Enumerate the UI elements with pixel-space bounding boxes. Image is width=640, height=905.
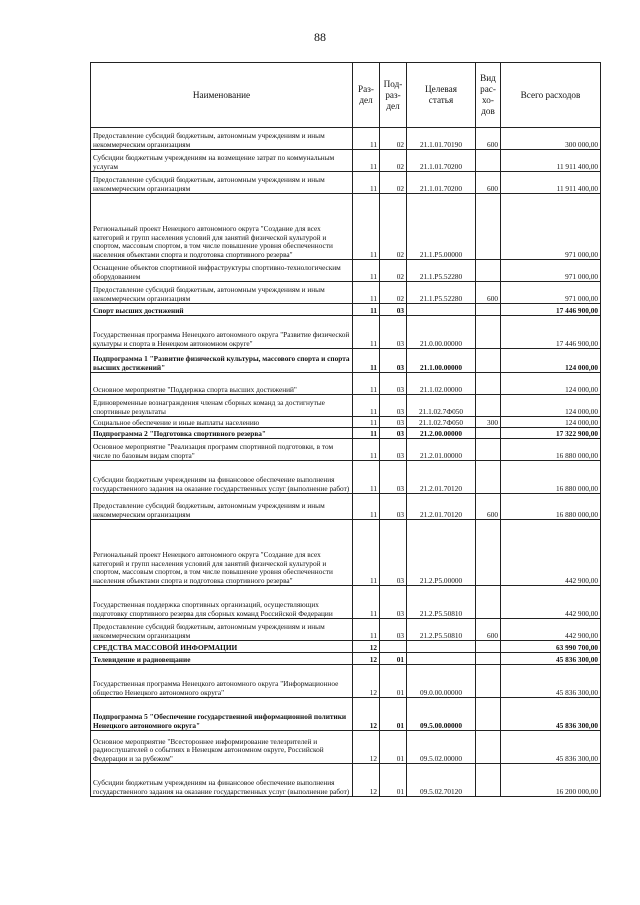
cell-target: 21.2.01.70120: [407, 461, 476, 494]
cell-total: 442 900,00: [501, 619, 601, 641]
cell-name: Государственная программа Ненецкого автономного округа "Развитие физической культуры и спорта в Ненецком автономном округе": [91, 316, 353, 349]
table-row: [91, 641, 601, 653]
cell-total: 45 836 300,00: [501, 698, 601, 731]
cell-total: 124 000,00: [501, 417, 601, 428]
cell-name: Государственная поддержка спортивных организаций, осуществляющих подготовку спортивного резерва для сборных команд Российской Федерации: [91, 586, 353, 619]
cell-name: Телевидение и радиовещание: [91, 653, 353, 665]
cell-total: 971 000,00: [501, 260, 601, 282]
cell-podrazdel: 03: [380, 586, 407, 619]
cell-podrazdel: 01: [380, 698, 407, 731]
cell-name: Подпрограмма 1 "Развитие физической культуры, массового спорта и спорта высших достижений": [91, 349, 353, 373]
table-row: [91, 461, 601, 494]
cell-target: 21.1.02.7Ф050: [407, 417, 476, 428]
cell-razdel: 11: [353, 439, 380, 461]
cell-razdel: 12: [353, 764, 380, 797]
cell-name: Основное мероприятие "Всестороннее информирование телезрителей и радиослушателей о событиях в Ненецком автономном округе, Российской Федерации и за рубежом": [91, 731, 353, 764]
cell-podrazdel: 03: [380, 316, 407, 349]
cell-podrazdel: 02: [380, 128, 407, 150]
table-row: [91, 316, 601, 349]
header-total: Всего расходов: [501, 63, 601, 128]
page-number: 88: [314, 30, 326, 44]
cell-name: Государственная программа Ненецкого автономного округа "Информационное общество Ненецкого автономного округа": [91, 665, 353, 698]
cell-vid: [476, 764, 501, 797]
cell-razdel: 11: [353, 349, 380, 373]
cell-target: 21.2.P5.50810: [407, 619, 476, 641]
cell-vid: 600: [476, 128, 501, 150]
table-row: [91, 698, 601, 731]
cell-target: 21.2.00.00000: [407, 428, 476, 439]
cell-razdel: 12: [353, 731, 380, 764]
cell-podrazdel: 02: [380, 260, 407, 282]
cell-razdel: 11: [353, 316, 380, 349]
cell-target: 21.1.01.70200: [407, 172, 476, 194]
cell-total: 442 900,00: [501, 586, 601, 619]
table-row: [91, 172, 601, 194]
cell-vid: 600: [476, 494, 501, 520]
cell-razdel: 11: [353, 260, 380, 282]
cell-target: 09.5.00.00000: [407, 698, 476, 731]
cell-name: Подпрограмма 5 "Обеспечение государственной информационной политики Ненецкого автономного округа": [91, 698, 353, 731]
cell-razdel: 11: [353, 373, 380, 395]
table-row: [91, 373, 601, 395]
cell-vid: [476, 731, 501, 764]
table-row: [91, 439, 601, 461]
cell-vid: [476, 316, 501, 349]
cell-razdel: 12: [353, 641, 380, 653]
table-row: [91, 194, 601, 260]
cell-podrazdel: 02: [380, 172, 407, 194]
cell-razdel: 11: [353, 194, 380, 260]
cell-podrazdel: 03: [380, 439, 407, 461]
cell-name: Единовременные вознаграждения членам сборных команд за достигнутые спортивные результаты: [91, 395, 353, 417]
cell-total: 16 880 000,00: [501, 494, 601, 520]
cell-vid: [476, 304, 501, 316]
table-row: [91, 304, 601, 316]
cell-podrazdel: 03: [380, 461, 407, 494]
cell-target: 21.1.02.7Ф050: [407, 395, 476, 417]
cell-target: 09.5.02.00000: [407, 731, 476, 764]
cell-total: 16 880 000,00: [501, 439, 601, 461]
cell-podrazdel: 02: [380, 282, 407, 304]
cell-podrazdel: 03: [380, 494, 407, 520]
cell-total: 442 900,00: [501, 520, 601, 586]
table-row: [91, 128, 601, 150]
table-row: [91, 520, 601, 586]
cell-podrazdel: 02: [380, 194, 407, 260]
cell-podrazdel: 03: [380, 349, 407, 373]
cell-razdel: 11: [353, 395, 380, 417]
cell-total: 300 000,00: [501, 128, 601, 150]
cell-vid: [476, 428, 501, 439]
cell-podrazdel: 01: [380, 665, 407, 698]
cell-name: Основное мероприятие "Реализация программ спортивной подготовки, в том числе по базовым видам спорта": [91, 439, 353, 461]
cell-podrazdel: 03: [380, 520, 407, 586]
table-row: [91, 150, 601, 172]
cell-razdel: 11: [353, 172, 380, 194]
cell-razdel: 11: [353, 428, 380, 439]
cell-podrazdel: 01: [380, 764, 407, 797]
cell-total: 45 836 300,00: [501, 653, 601, 665]
cell-vid: [476, 349, 501, 373]
table-row: [91, 417, 601, 428]
cell-vid: [476, 641, 501, 653]
cell-name: Предоставление субсидий бюджетным, автономным учреждениям и иным некоммерческим организациям: [91, 128, 353, 150]
cell-target: 21.1.01.70190: [407, 128, 476, 150]
table-row: [91, 665, 601, 698]
cell-name: Субсидии бюджетным учреждениям на финансовое обеспечение выполнения государственного задания на оказание государственных услуг (выполнение работ): [91, 764, 353, 797]
cell-razdel: 11: [353, 520, 380, 586]
cell-target: 21.1.01.70200: [407, 150, 476, 172]
cell-vid: [476, 194, 501, 260]
cell-name: Подпрограмма 2 "Подготовка спортивного резерва": [91, 428, 353, 439]
cell-vid: [476, 586, 501, 619]
cell-vid: 300: [476, 417, 501, 428]
header-razdel: Раз- дел: [353, 63, 380, 128]
cell-razdel: 11: [353, 128, 380, 150]
cell-vid: 600: [476, 172, 501, 194]
cell-total: 124 000,00: [501, 395, 601, 417]
cell-total: 45 836 300,00: [501, 665, 601, 698]
cell-total: 17 446 900,00: [501, 304, 601, 316]
cell-name: СРЕДСТВА МАССОВОЙ ИНФОРМАЦИИ: [91, 641, 353, 653]
table-row: [91, 586, 601, 619]
cell-total: 11 911 400,00: [501, 172, 601, 194]
cell-target: [407, 304, 476, 316]
cell-total: 16 200 000,00: [501, 764, 601, 797]
cell-target: 21.0.00.00000: [407, 316, 476, 349]
cell-target: 21.1.P5.52280: [407, 282, 476, 304]
cell-razdel: 12: [353, 698, 380, 731]
cell-target: 21.2.P5.00000: [407, 520, 476, 586]
cell-target: 21.1.P5.52280: [407, 260, 476, 282]
cell-vid: [476, 653, 501, 665]
cell-total: 17 446 900,00: [501, 316, 601, 349]
table-row: [91, 494, 601, 520]
cell-vid: [476, 665, 501, 698]
cell-razdel: 11: [353, 282, 380, 304]
table-row: [91, 764, 601, 797]
cell-vid: 600: [476, 282, 501, 304]
cell-name: Оснащение объектов спортивной инфраструктуры спортивно-технологическим оборудованием: [91, 260, 353, 282]
cell-name: Предоставление субсидий бюджетным, автономным учреждениям и иным некоммерческим организациям: [91, 494, 353, 520]
cell-name: Региональный проект Ненецкого автономного округа "Создание для всех категорий и групп населения условий для занятий физической культурой и спортом, массовым спортом, в том числе повышение уровня обеспеченности населения объектами спорта и подготовка спортивного резерва": [91, 194, 353, 260]
cell-vid: [476, 150, 501, 172]
cell-target: 21.2.01.00000: [407, 439, 476, 461]
table-row: [91, 653, 601, 665]
cell-podrazdel: 03: [380, 417, 407, 428]
cell-target: 21.2.P5.50810: [407, 586, 476, 619]
cell-razdel: 11: [353, 150, 380, 172]
cell-total: 124 000,00: [501, 373, 601, 395]
cell-total: 11 911 400,00: [501, 150, 601, 172]
cell-target: 21.1.02.00000: [407, 373, 476, 395]
cell-vid: [476, 461, 501, 494]
cell-razdel: 11: [353, 494, 380, 520]
table-row: [91, 282, 601, 304]
cell-name: Субсидии бюджетным учреждениям на возмещение затрат по коммунальным услугам: [91, 150, 353, 172]
cell-vid: 600: [476, 619, 501, 641]
cell-vid: [476, 698, 501, 731]
cell-podrazdel: 01: [380, 653, 407, 665]
table-body: [91, 128, 601, 797]
cell-razdel: 11: [353, 417, 380, 428]
cell-name: Социальное обеспечение и иные выплаты населению: [91, 417, 353, 428]
cell-name: Субсидии бюджетным учреждениям на финансовое обеспечение выполнения государственного задания на оказание государственных услуг (выполнение работ): [91, 461, 353, 494]
cell-target: [407, 641, 476, 653]
cell-podrazdel: [380, 641, 407, 653]
header-podrazdel: Под- раз- дел: [380, 63, 407, 128]
table-row: [91, 619, 601, 641]
cell-name: Основное мероприятие "Поддержка спорта высших достижений": [91, 373, 353, 395]
header-name: Наименование: [91, 63, 353, 128]
cell-total: 124 000,00: [501, 349, 601, 373]
cell-total: 16 880 000,00: [501, 461, 601, 494]
cell-target: [407, 653, 476, 665]
cell-name: Региональный проект Ненецкого автономного округа "Создание для всех категорий и групп населения условий для занятий физической культурой и спортом, массовым спортом, в том числе повышение уровня обеспеченности населения объектами спорта и подготовка спортивного резерва": [91, 520, 353, 586]
cell-target: 21.1.00.00000: [407, 349, 476, 373]
table-row: [91, 349, 601, 373]
cell-vid: [476, 520, 501, 586]
header-vid: Вид рас- хо- дов: [476, 63, 501, 128]
cell-razdel: 11: [353, 461, 380, 494]
cell-target: 09.0.00.00000: [407, 665, 476, 698]
cell-podrazdel: 03: [380, 373, 407, 395]
cell-total: 63 990 700,00: [501, 641, 601, 653]
table-row: [91, 260, 601, 282]
cell-name: Предоставление субсидий бюджетным, автономным учреждениям и иным некоммерческим организациям: [91, 282, 353, 304]
cell-total: 971 000,00: [501, 194, 601, 260]
table-header-row: [91, 63, 601, 128]
cell-total: 45 836 300,00: [501, 731, 601, 764]
cell-vid: [476, 260, 501, 282]
cell-podrazdel: 01: [380, 731, 407, 764]
cell-name: Предоставление субсидий бюджетным, автономным учреждениям и иным некоммерческим организациям: [91, 619, 353, 641]
cell-razdel: 12: [353, 653, 380, 665]
cell-target: 21.1.P5.00000: [407, 194, 476, 260]
table-row: [91, 731, 601, 764]
cell-target: 09.5.02.70120: [407, 764, 476, 797]
cell-total: 971 000,00: [501, 282, 601, 304]
cell-vid: [476, 373, 501, 395]
cell-razdel: 11: [353, 619, 380, 641]
table-row: [91, 395, 601, 417]
cell-vid: [476, 439, 501, 461]
cell-name: Предоставление субсидий бюджетным, автономным учреждениям и иным некоммерческим организациям: [91, 172, 353, 194]
header-target: Целевая статья: [407, 63, 476, 128]
cell-podrazdel: 03: [380, 304, 407, 316]
cell-podrazdel: 03: [380, 428, 407, 439]
cell-vid: [476, 395, 501, 417]
cell-razdel: 11: [353, 304, 380, 316]
table-row: [91, 428, 601, 439]
cell-total: 17 322 900,00: [501, 428, 601, 439]
cell-target: 21.2.01.70120: [407, 494, 476, 520]
cell-podrazdel: 02: [380, 150, 407, 172]
cell-name: Спорт высших достижений: [91, 304, 353, 316]
cell-razdel: 12: [353, 665, 380, 698]
budget-table: [90, 62, 601, 797]
cell-razdel: 11: [353, 586, 380, 619]
cell-podrazdel: 03: [380, 619, 407, 641]
cell-podrazdel: 03: [380, 395, 407, 417]
